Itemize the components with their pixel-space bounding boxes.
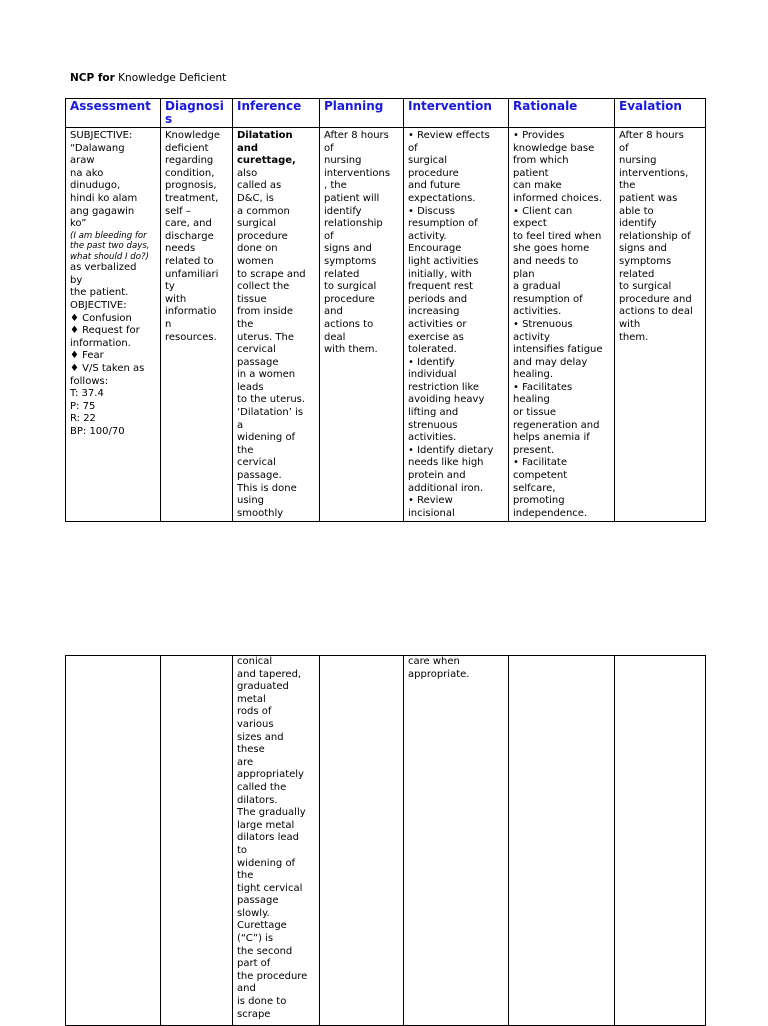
cell-line: na ako xyxy=(70,167,104,179)
cell-line: , the xyxy=(324,180,347,192)
cell-line: araw xyxy=(70,155,95,167)
header-intervention: Intervention xyxy=(404,99,509,128)
cell-line: to surgical xyxy=(619,281,672,293)
assessment-cell-continued xyxy=(66,656,161,1026)
cell-line: • Review effects xyxy=(408,130,490,141)
cell-line: to the uterus. xyxy=(237,394,306,406)
inference-cell xyxy=(233,128,320,522)
cell-line: present. xyxy=(513,444,555,456)
cell-line: of xyxy=(324,230,334,242)
rationale-cell-continued xyxy=(509,656,615,1026)
title-subject: Knowledge Deficient xyxy=(118,72,227,84)
cell-line: care, and xyxy=(165,218,212,230)
cell-line: strenuous xyxy=(408,419,458,431)
cell-line: dilators lead xyxy=(237,832,299,844)
cell-line: and future xyxy=(408,180,461,192)
cell-line: regeneration and xyxy=(513,419,600,431)
cell-line: After 8 hours xyxy=(619,130,684,141)
cell-line: with them. xyxy=(324,344,378,356)
cell-line: follows: xyxy=(70,375,109,387)
ncp-table-page-1 xyxy=(65,98,706,522)
cell-line: dilators. xyxy=(237,794,278,806)
cell-line: actions to deal xyxy=(619,306,693,318)
evaluation-cell-continued xyxy=(615,656,706,1026)
cell-line: helps anemia if xyxy=(513,432,590,444)
header-row xyxy=(66,99,706,128)
header-planning: Planning xyxy=(320,99,404,128)
cell-line: discharge xyxy=(165,230,214,242)
cell-line: ♦ Fear xyxy=(70,350,104,362)
header-evaluation: Evalation xyxy=(615,99,706,128)
cell-line: is done to xyxy=(237,996,287,1008)
cell-line: (“C”) is xyxy=(237,933,274,945)
cell-line: to scrape and xyxy=(237,268,306,280)
cell-line: called the xyxy=(237,781,287,793)
cell-line: condition, xyxy=(165,167,215,179)
cell-line: (I am bleeding for xyxy=(70,230,147,241)
cell-line: identify xyxy=(619,218,657,230)
cell-line: procedure xyxy=(408,167,459,179)
table-row xyxy=(66,128,706,522)
cell-line: using xyxy=(237,495,265,507)
cell-line: • Discuss xyxy=(408,205,456,217)
cell-line: actions to xyxy=(324,318,374,330)
cell-line: ko” xyxy=(70,218,87,230)
cell-line: activities. xyxy=(513,306,562,318)
cell-line: independence. xyxy=(513,507,588,519)
cell-line: appropriately xyxy=(237,769,304,781)
cell-line: additional iron. xyxy=(408,482,484,494)
cell-line: women xyxy=(237,255,274,267)
cell-line: lifting and xyxy=(408,407,459,419)
cell-line: ♦ Confusion xyxy=(70,312,132,324)
cell-line: and tapered, xyxy=(237,668,302,680)
cell-line: • Review xyxy=(408,495,453,507)
cell-line: cervical xyxy=(237,457,276,469)
cell-line: informed choices. xyxy=(513,192,602,204)
cell-line: related xyxy=(324,268,360,280)
cell-line: to feel tired when xyxy=(513,230,602,242)
cell-line: activities or xyxy=(408,318,467,330)
cell-line: healing. xyxy=(513,369,554,381)
cell-line: unfamiliari xyxy=(165,268,219,280)
inference-cell-continued xyxy=(233,656,320,1026)
header-diagnosis: Diagnosi s xyxy=(161,99,233,128)
cell-line: • Facilitate xyxy=(513,457,567,469)
cell-line: initially, with xyxy=(408,268,472,280)
cell-line: • Provides xyxy=(513,130,565,141)
cell-line: After 8 hours xyxy=(324,130,389,141)
cell-line: identify xyxy=(324,205,362,217)
cell-line: and xyxy=(237,983,256,995)
cell-line: uterus. The xyxy=(237,331,295,343)
cell-line: or tissue xyxy=(513,407,557,419)
cell-line: restriction like xyxy=(408,381,480,393)
cell-line: informatio xyxy=(165,306,217,318)
cell-line: curettage, xyxy=(237,155,296,167)
cell-line: avoiding heavy xyxy=(408,394,485,406)
cell-line: the xyxy=(237,444,254,456)
cell-line: in a women xyxy=(237,369,296,381)
cell-line: • Identify xyxy=(408,356,455,368)
cell-line: “Dalawang xyxy=(70,142,125,154)
diagnosis-cell-continued xyxy=(161,656,233,1026)
cell-line: OBJECTIVE: xyxy=(70,300,127,312)
cell-line: called as xyxy=(237,180,282,192)
cell-line: D&C, is xyxy=(237,192,274,204)
cell-line: care when xyxy=(408,656,460,667)
cell-line: tight cervical xyxy=(237,882,303,894)
cell-line: This is done xyxy=(237,482,297,494)
cell-line: and xyxy=(237,142,259,154)
cell-line: Knowledge xyxy=(165,130,220,141)
intervention-cell xyxy=(404,128,509,522)
planning-cell-continued xyxy=(320,656,404,1026)
cell-line: patient will xyxy=(324,192,380,204)
cell-line: activities. xyxy=(408,432,457,444)
cell-line: BP: 100/70 xyxy=(70,425,125,437)
cell-line: plan xyxy=(513,268,535,280)
cell-line: periods and xyxy=(408,293,468,305)
cell-line: ♦ V/S taken as xyxy=(70,363,145,374)
evaluation-cell xyxy=(615,128,706,522)
cell-line: collect the xyxy=(237,281,290,293)
cell-line: the patient. xyxy=(70,287,129,299)
cell-line: various xyxy=(237,718,274,730)
diagnosis-cell xyxy=(161,128,233,522)
cell-line: related xyxy=(619,268,655,280)
cell-line: ♦ Request for xyxy=(70,325,140,337)
cell-line: able to xyxy=(619,205,654,217)
cell-line: Encourage xyxy=(408,243,462,255)
cell-line: interventions, xyxy=(619,167,689,179)
cell-line: resources. xyxy=(165,331,217,343)
cell-line: are xyxy=(237,756,254,768)
cell-line: by xyxy=(70,274,83,286)
cell-line: SUBJECTIVE: xyxy=(70,130,133,141)
cell-line: of xyxy=(619,142,629,154)
cell-line: can make xyxy=(513,180,562,192)
cell-line: she goes home xyxy=(513,243,590,255)
cell-line: the second xyxy=(237,945,293,957)
cell-line: appropriate. xyxy=(408,668,470,680)
cell-line: signs and xyxy=(324,243,372,255)
cell-line: activity xyxy=(513,331,550,343)
cell-line: related to xyxy=(165,255,214,267)
cell-line: to xyxy=(237,844,248,856)
cell-line: frequent rest xyxy=(408,281,474,293)
cell-line: patient xyxy=(513,167,549,179)
cell-line: ang gagawin xyxy=(70,205,135,217)
cell-line: these xyxy=(237,744,265,756)
cell-line: needs xyxy=(165,243,196,255)
cell-line: the xyxy=(237,870,254,882)
header-inference: Inference xyxy=(233,99,320,128)
cell-line: leads xyxy=(237,381,264,393)
cell-line: part of xyxy=(237,958,271,970)
cell-line: information. xyxy=(70,337,131,349)
cell-line: and may delay xyxy=(513,356,588,368)
cell-line: exercise as xyxy=(408,331,464,343)
cell-line: relationship xyxy=(324,218,383,230)
cell-line: symptoms xyxy=(619,255,672,267)
cell-line: ‘Dilatation’ is xyxy=(237,407,304,419)
cell-line: also xyxy=(237,167,258,179)
title-prefix: NCP for xyxy=(70,72,115,84)
cell-line: expectations. xyxy=(408,192,476,204)
cell-line: self – xyxy=(165,205,191,217)
cell-line: procedure xyxy=(237,230,288,242)
cell-line: dinudugo, xyxy=(70,180,121,192)
cell-line: relationship of xyxy=(619,230,691,242)
cell-line: increasing xyxy=(408,306,460,318)
cell-line: a xyxy=(237,419,244,431)
cell-line: smoothly xyxy=(237,507,284,519)
cell-line: competent xyxy=(513,470,568,482)
cell-line: hindi ko alam xyxy=(70,192,138,204)
cell-line: the xyxy=(619,180,636,192)
cell-line: individual xyxy=(408,369,457,381)
cell-line: procedure and xyxy=(619,293,692,305)
cell-line: metal xyxy=(237,693,266,705)
cell-line: signs and xyxy=(619,243,667,255)
cell-line: procedure xyxy=(324,293,375,305)
cell-line: • Client can xyxy=(513,205,573,217)
cell-line: and xyxy=(324,306,343,318)
cell-line: activity. xyxy=(408,230,447,242)
cell-line: as verbalized xyxy=(70,262,137,274)
cell-line: tissue xyxy=(237,293,267,305)
cell-line: treatment, xyxy=(165,192,219,204)
cell-line: the past two days, xyxy=(70,241,150,252)
cell-line: passage xyxy=(237,895,279,907)
cell-line: The gradually xyxy=(237,807,306,819)
cell-line: with xyxy=(165,293,187,305)
intervention-cell-continued xyxy=(404,656,509,1026)
cell-line: incisional xyxy=(408,507,455,519)
cell-line: and needs to xyxy=(513,255,579,267)
header-rationale: Rationale xyxy=(509,99,615,128)
cell-line: resumption of xyxy=(513,293,583,305)
cell-line: conical xyxy=(237,656,273,667)
cell-line: large metal xyxy=(237,819,295,831)
cell-line: surgical xyxy=(237,218,277,230)
cell-line: Dilatation xyxy=(237,130,293,141)
cell-line: expect xyxy=(513,218,547,230)
cell-line: with xyxy=(619,318,641,330)
cell-line: • Strenuous xyxy=(513,318,573,330)
cell-line: interventions xyxy=(324,167,391,179)
cell-line: symptoms xyxy=(324,255,377,267)
cell-line: graduated xyxy=(237,681,289,693)
cell-line: cervical xyxy=(237,344,276,356)
cell-line: deficient xyxy=(165,142,209,154)
cell-line: from which xyxy=(513,155,569,167)
cell-line: a common xyxy=(237,205,290,217)
rationale-cell xyxy=(509,128,615,522)
cell-line: T: 37.4 xyxy=(70,388,104,400)
document-title xyxy=(70,72,226,84)
cell-line: from inside xyxy=(237,306,294,318)
cell-line: a gradual xyxy=(513,281,561,293)
cell-line: knowledge base xyxy=(513,142,595,154)
assessment-cell xyxy=(66,128,161,522)
cell-line: the xyxy=(237,318,254,330)
cell-line: nursing xyxy=(619,155,657,167)
cell-line: what should I do?) xyxy=(70,251,149,262)
cell-line: widening of xyxy=(237,857,296,869)
cell-line: surgical xyxy=(408,155,448,167)
cell-line: patient was xyxy=(619,192,678,204)
cell-line: tolerated. xyxy=(408,344,457,356)
cell-line: sizes and xyxy=(237,731,284,743)
cell-line: promoting xyxy=(513,495,565,507)
cell-line: slowly. xyxy=(237,907,270,919)
cell-line: Curettage xyxy=(237,920,287,932)
cell-line: scrape xyxy=(237,1008,271,1020)
cell-line: them. xyxy=(619,331,649,343)
table-row xyxy=(66,656,706,1026)
planning-cell xyxy=(320,128,404,522)
cell-line: nursing xyxy=(324,155,362,167)
cell-line: needs like high xyxy=(408,457,484,469)
cell-line: healing xyxy=(513,394,550,406)
cell-line: intensifies fatigue xyxy=(513,344,603,356)
cell-line: prognosis, xyxy=(165,180,217,192)
cell-line: protein and xyxy=(408,470,466,482)
cell-line: of xyxy=(408,142,418,154)
cell-line: of xyxy=(324,142,334,154)
cell-line: passage. xyxy=(237,470,282,482)
cell-line: light activities xyxy=(408,255,479,267)
cell-line: passage xyxy=(237,356,279,368)
cell-line: P: 75 xyxy=(70,400,96,412)
cell-line: resumption of xyxy=(408,218,478,230)
cell-line: rods of xyxy=(237,706,272,718)
cell-line: regarding xyxy=(165,155,214,167)
cell-line: n xyxy=(165,318,172,330)
cell-line: ty xyxy=(165,281,175,293)
cell-line: • Facilitates xyxy=(513,381,573,393)
cell-line: selfcare, xyxy=(513,482,556,494)
cell-line: done on xyxy=(237,243,278,255)
cell-line: R: 22 xyxy=(70,413,96,425)
cell-line: • Identify dietary xyxy=(408,444,494,456)
cell-line: deal xyxy=(324,331,346,343)
cell-line: to surgical xyxy=(324,281,377,293)
cell-line: widening of xyxy=(237,432,296,444)
ncp-table-page-2 xyxy=(65,655,706,1026)
header-assessment: Assessment xyxy=(66,99,161,128)
cell-line: the procedure xyxy=(237,970,308,982)
